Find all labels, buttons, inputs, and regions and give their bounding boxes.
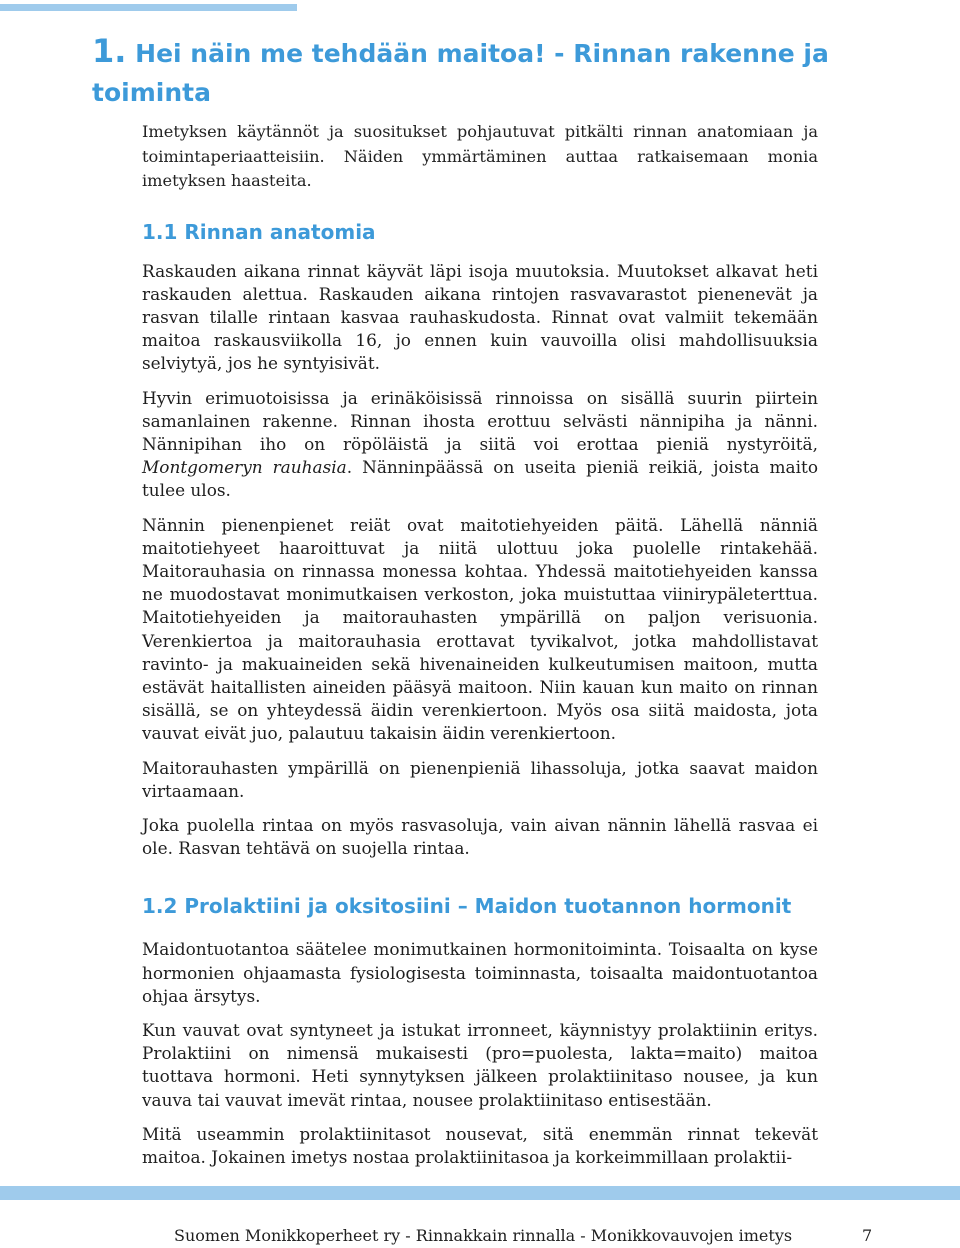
chapter-title: Hei näin me tehdään maitoa! - Rinnan rakenne ja toiminta — [92, 39, 829, 107]
anatomy-paragraph-2 — [142, 387, 818, 503]
anatomy-paragraph-4: Maitorauhasten ympärillä on pienenpieniä lihassoluja, jotka saavat maidon virtaamaan. — [142, 757, 818, 801]
anatomy-paragraph-1: Raskauden aikana rinnat käyvät läpi isoja muutoksia. Muutokset alkavat heti raskauden alettua. Raskauden aikana rintojen rasvavarastot pienenevät ja rasvan tilalle rintaan kasvaa rauhaskudosta. Rinnat ovat valmiit tekemään maitoa raskausviikolla 16, jo ennen kuin vauvoilla olisi mahdollisuuksia selviytyä, jos he syntyisivät. — [142, 260, 818, 374]
montgomery-term: Montgomeryn rauhasia — [142, 457, 347, 478]
top-decorative-bar — [0, 4, 297, 11]
chapter-heading — [92, 32, 892, 112]
hormones-paragraph-2: Kun vauvat ovat syntyneet ja istukat irronneet, käynnistyy prolaktiinin eritys. Prolaktiini on nimensä mukaisesti (pro=puolesta, lakta=maito) maitoa tuottava hormoni. Heti synnytyksen jälkeen prolaktiinitaso nousee, ja kun vauva tai vauvat imevät rintaa, nousee prolaktiinitaso entisestään. — [142, 1019, 818, 1110]
chapter-number: 1. — [92, 32, 127, 70]
hormones-paragraph-3: Mitä useammin prolaktiinitasot nousevat, sitä enemmän rinnat tekevät maitoa. Jokainen imetys nostaa prolaktiinitasoa ja korkeimmillaan prolaktii- — [142, 1123, 818, 1167]
intro-paragraph: Imetyksen käytännöt ja suositukset pohjautuvat pitkälti rinnan anatomiaan ja toimintaperiaatteisiin. Näiden ymmärtäminen auttaa ratkaisemaan monia imetyksen haasteita. — [142, 122, 818, 190]
section-heading-hormones: 1.2 Prolaktiini ja oksitosiini – Maidon tuotannon hormonit — [142, 894, 792, 919]
anatomy-paragraph-2-end: . Nänninpäässä on useita pieniä reikiä, joista maito tulee ulos. — [142, 457, 818, 501]
page-number: 7 — [862, 1226, 873, 1245]
hormones-paragraph-1: Maidontuotantoa säätelee monimutkainen hormonitoiminta. Toisaalta on kyse hormonien ohjaamasta fysiologisesta toiminnasta, toisaalta maidontuotantoa ohjaa ärsytys. — [142, 939, 818, 1006]
page-content — [142, 120, 818, 1180]
anatomy-paragraph-5: Joka puolella rintaa on myös rasvasoluja, vain aivan nännin lähellä rasvaa ei ole. Rasvan tehtävä on suojella rintaa. — [142, 814, 818, 859]
footer-text: Suomen Monikkoperheet ry - Rinnakkain rinnalla - Monikkovauvojen imetys — [174, 1226, 793, 1245]
anatomy-paragraph-2-text: Hyvin erimuotoisissa ja erinäköisissä rinnoissa on sisällä suurin piirtein samanlainen rakenne. Rinnan ihosta erottuu selvästi nännipiha ja nänni. Nännipihan iho on röpöläistä ja siitä voi erottaa pieniä nystyröitä, — [142, 387, 818, 454]
anatomy-paragraph-3: Nännin pienenpienet reiät ovat maitotiehyeiden päitä. Lähellä nänniä maitotiehyeet haaroittuvat ja niitä ulottuu joka puolelle rintakehää. Maitorauhasia on rinnassa monessa kohtaa. Yhdessä maitotiehyeiden kanssa ne muodostavat monimutkaisen verkoston, joka muistuttaa viinirypäleterttua. Maitotiehyeiden ja maitorauhasten ympärillä on paljon verisuonia. Verenkiertoa ja maitorauhasia erottavat tyvikalvot, jotka mahdollistavat ravinto- ja makuaineiden sekä hivenaineiden kulkeutumisen maitoon, mutta estävät haitallisten aineiden pääsyä maitoon. Niin kauan kun maito on rinnan sisällä, se on yhteydessä äidin verenkiertoon. Myös osa siitä maidosta, jota vauvat eivät juo, palautuu takaisin äidin verenkiertoon. — [142, 514, 818, 744]
bottom-decorative-bar — [0, 1186, 960, 1200]
section-heading-anatomy: 1.1 Rinnan anatomia — [142, 219, 376, 244]
